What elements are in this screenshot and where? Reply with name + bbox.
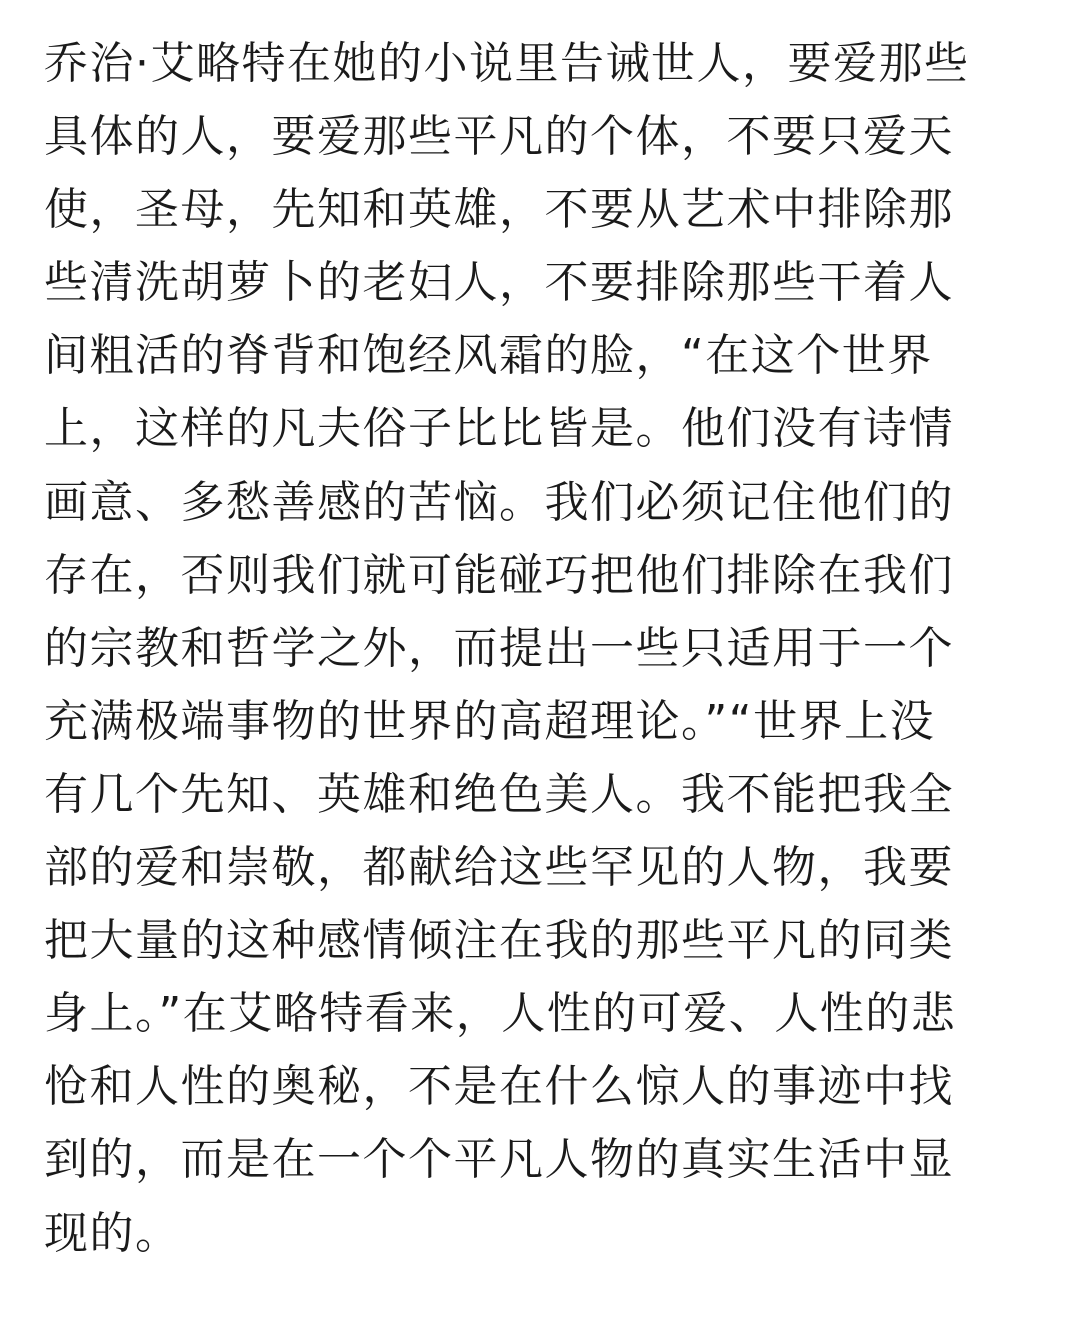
text-line: 间粗活的脊背和饱经风霜的脸，“在这个世界 bbox=[44, 330, 933, 382]
text-line: 部的爱和崇敬，都献给这些罕见的人物，我要 bbox=[44, 842, 954, 894]
text-line: 有几个先知、英雄和绝色美人。我不能把我全 bbox=[44, 768, 954, 820]
text-line: 使，圣母，先知和英雄，不要从艺术中排除那 bbox=[44, 184, 954, 236]
text-line: 充满极端事物的世界的高超理论。”“世界上没 bbox=[44, 695, 936, 747]
text-line: 把大量的这种感情倾注在我的那些平凡的同类 bbox=[44, 915, 954, 967]
text-line: 到的，而是在一个个平凡人物的真实生活中显 bbox=[44, 1134, 954, 1186]
text-line: 画意、多愁善感的苦恼。我们必须记住他们的 bbox=[44, 476, 954, 528]
text-line: 身上。”在艾略特看来，人性的可爱、人性的悲 bbox=[44, 988, 957, 1040]
text-line: 怆和人性的奥秘，不是在什么惊人的事迹中找 bbox=[44, 1061, 954, 1113]
text-line: 具体的人，要爱那些平凡的个体，不要只爱天 bbox=[44, 111, 954, 163]
text-line: 乔治·艾略特在她的小说里告诫世人，要爱那些 bbox=[44, 38, 970, 89]
text-line: 上，这样的凡夫俗子比比皆是。他们没有诗情 bbox=[44, 403, 954, 455]
text-line: 的宗教和哲学之外，而提出一些只适用于一个 bbox=[44, 622, 954, 674]
text-line: 存在，否则我们就可能碰巧把他们排除在我们 bbox=[44, 549, 954, 601]
text-line: 些清洗胡萝卜的老妇人，不要排除那些干着人 bbox=[44, 257, 954, 309]
text-line: 现的。 bbox=[44, 1207, 181, 1259]
